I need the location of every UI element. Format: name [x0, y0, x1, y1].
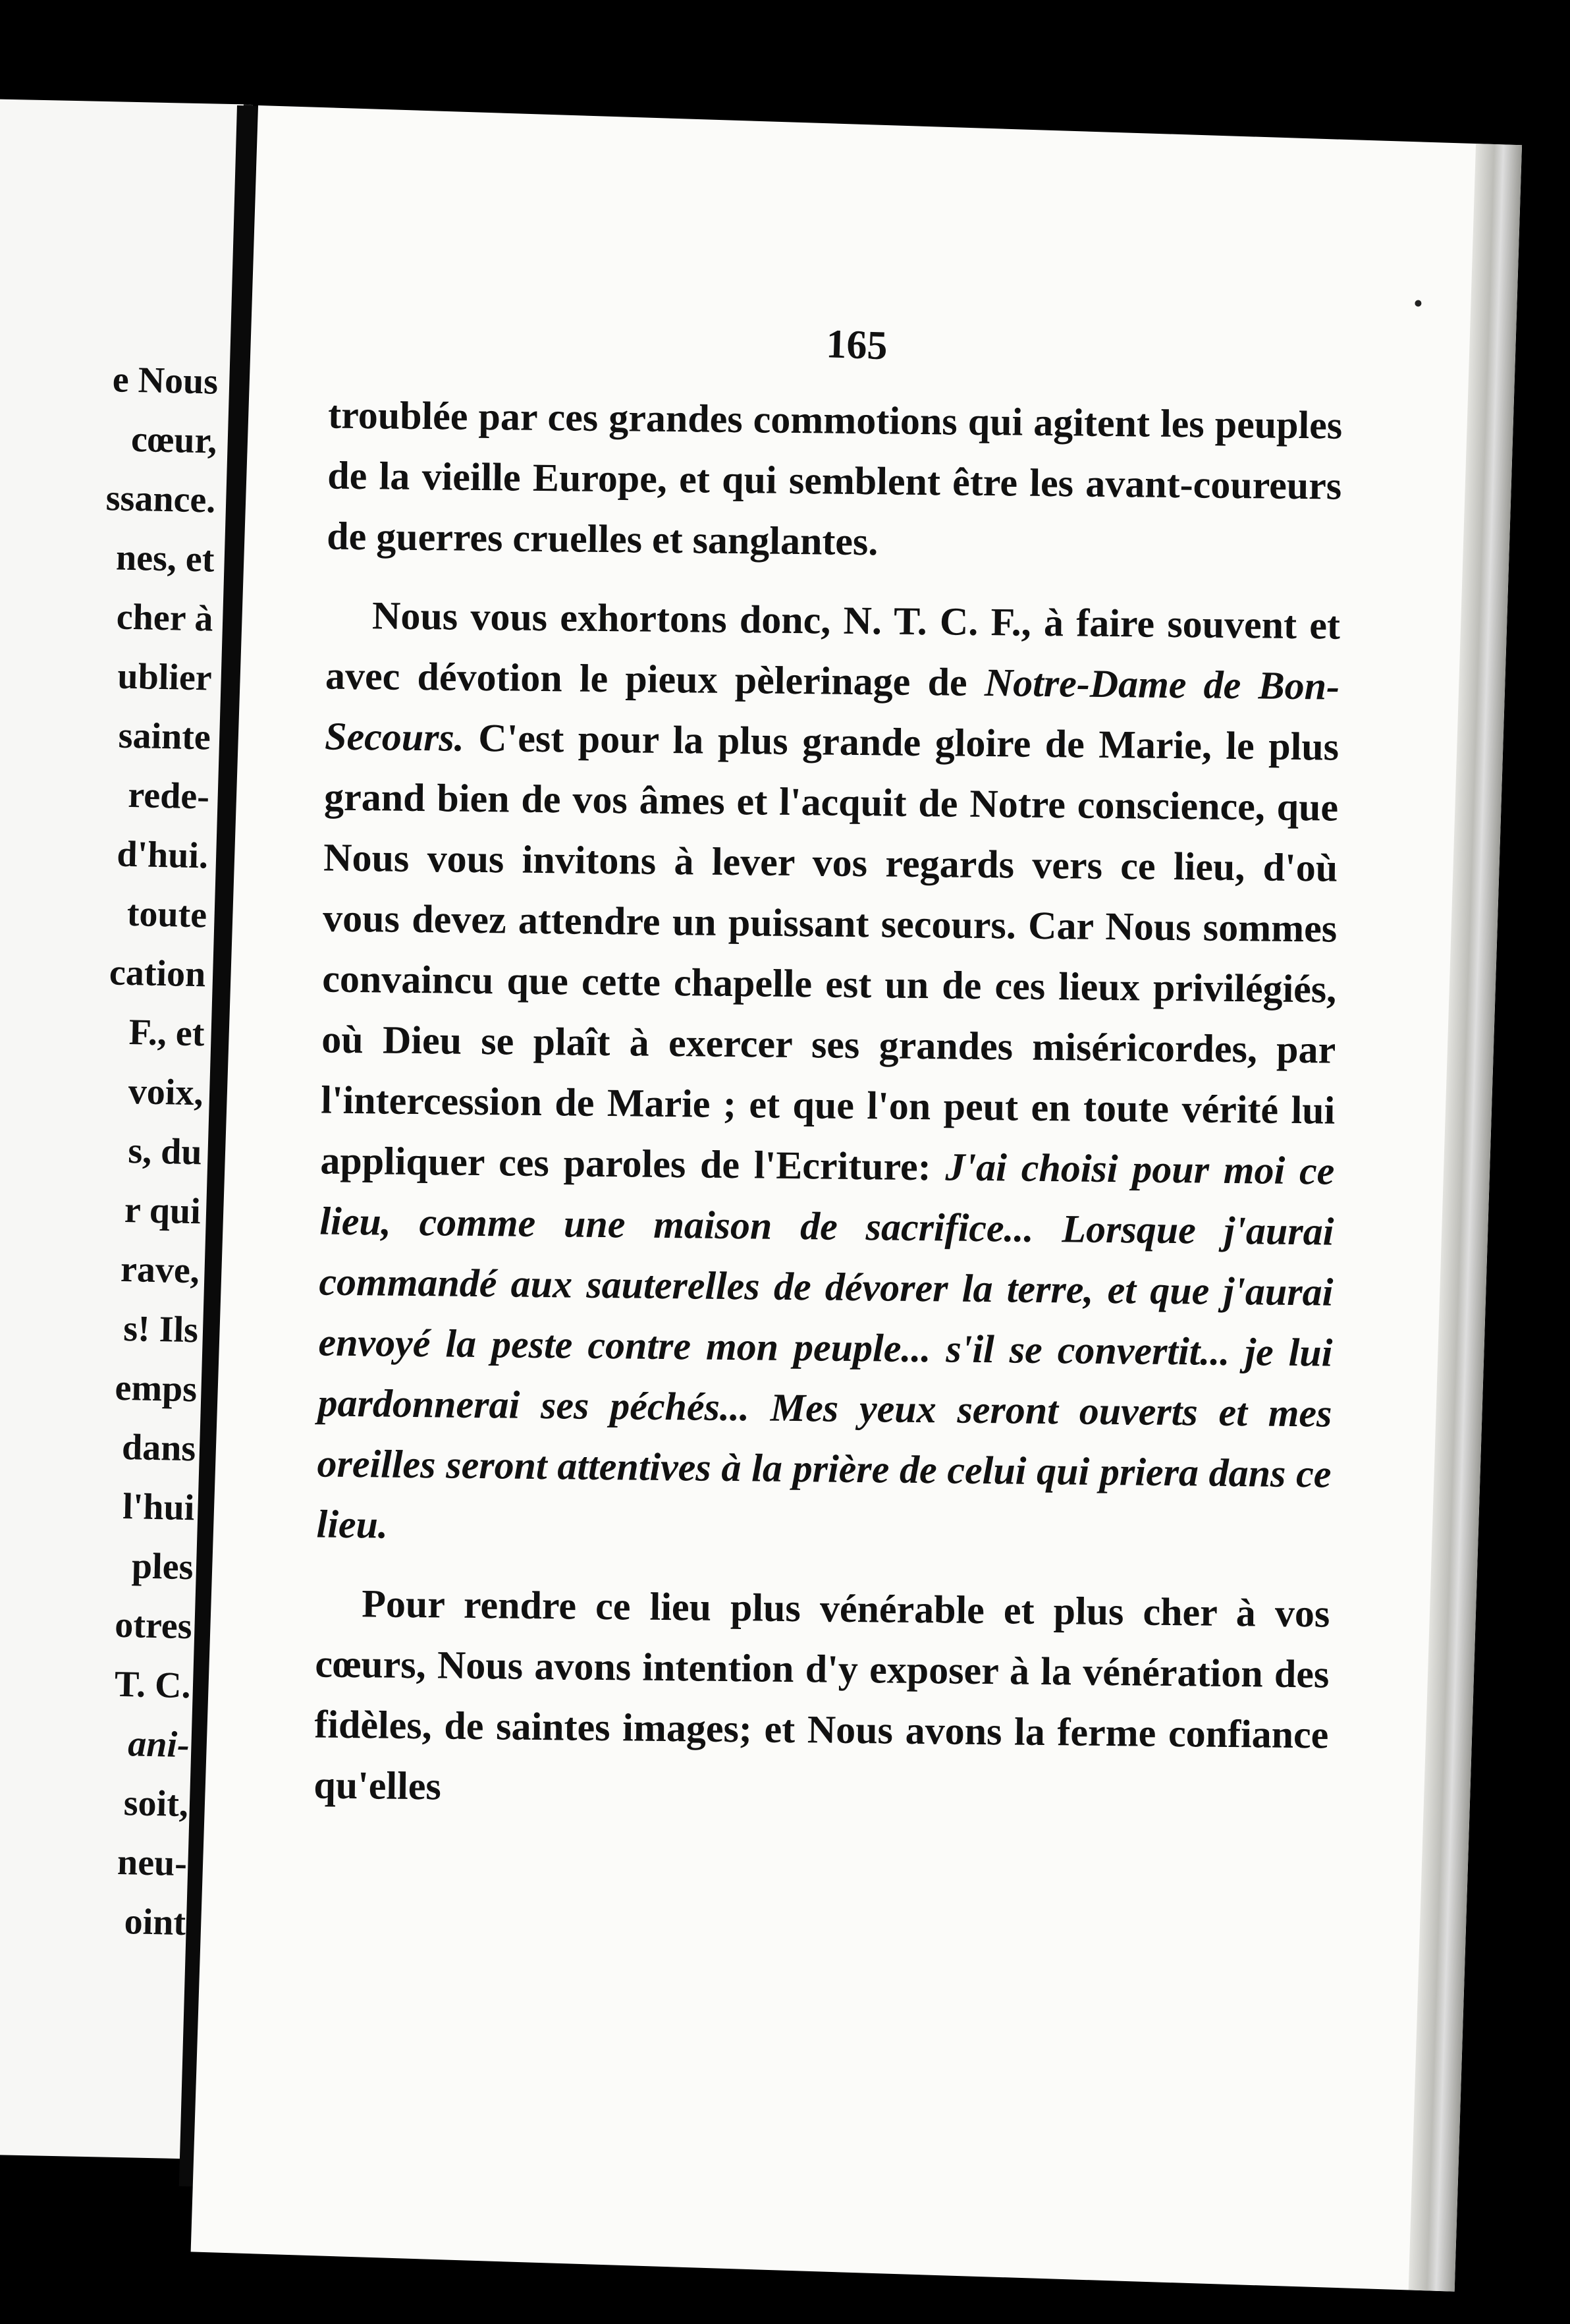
left-page-line: soit, [123, 1783, 189, 1825]
left-page-line: otres [114, 1604, 193, 1647]
left-page-line: neu- [117, 1841, 188, 1885]
left-page-line: rave, [120, 1248, 200, 1292]
left-page-line: sainte [118, 715, 211, 758]
right-page [191, 105, 1522, 2292]
ink-speck [1415, 300, 1421, 306]
left-page-line: cher à [116, 596, 214, 640]
left-page-line: oint [124, 1901, 186, 1944]
page-edge [1409, 144, 1522, 2292]
paragraph-1: troublée par ces grandes commotions qui agitent les peuples de la vieille Europe, et qui semblent être les avant-coureurs de guerres cruelles et sanglantes. [326, 393, 1343, 564]
left-page-line: cœur, [130, 418, 217, 462]
left-page-line: toute [126, 893, 207, 936]
text-block [313, 385, 1343, 1844]
left-page-line: l'hui [122, 1486, 195, 1529]
page-number: 165 [825, 321, 888, 369]
left-page-line: r qui [124, 1189, 202, 1232]
left-page-line: nes, et [115, 537, 215, 580]
left-page-line: cation [109, 952, 206, 995]
left-page-line: ani- [127, 1723, 190, 1766]
left-page-line: T. C. [114, 1663, 192, 1707]
left-page-line: e Nous [112, 359, 219, 402]
paragraph-2 [316, 585, 1340, 1565]
left-page-line: rede- [127, 774, 210, 817]
paragraph-2-text-b: C'est pour la plus grande gloire de Marie, le plus grand bien de vos âmes et l'acquit de Notre conscience, que Nous vous invitons à lever vos regards vers ce lieu, d'où vous devez attendre un puissant secours. Car Nous sommes convaincu que cette chapelle est un de ces lieux privilégiés, où Dieu se plaît à exercer ses grandes miséricordes, par l'intercession de Marie ; et que l'on peut en toute vérité lui appliquer ces paroles de l'Ecriture: [320, 715, 1340, 1189]
paragraph-3: Pour rendre ce lieu plus vénérable et plus cher à vos cœurs, Nous avons intention d'y exposer à la vénération des fidèles, de saintes images; et Nous avons la ferme confiance qu'elles [313, 1582, 1330, 1808]
paragraph-2-scripture-quote: J'ai choisi pour moi ce lieu, comme une maison de sacrifice... Lorsque j'aurai commandé aux sauterelles de dévorer la terre, et que j'aurai envoyé la peste contre mon peuple... s'il se convertit... je lui pardonnerai ses péchés... Mes yeux seront ouverts et mes oreilles seront attentives à la prière de celui qui priera dans ce lieu. [316, 1145, 1335, 1547]
left-page-line: s, du [127, 1130, 203, 1173]
left-page-line: d'hui. [116, 833, 209, 877]
left-page-line: s! Ils [122, 1308, 199, 1351]
left-page-line: emps [114, 1367, 198, 1410]
left-page-line: ples [131, 1545, 194, 1588]
left-page-line: dans [121, 1426, 196, 1470]
left-page-line: ublier [117, 655, 213, 699]
paragraph-2-italic-place: Notre-Dame de Bon-Secours. [324, 661, 1340, 760]
paragraph-2-text-a: Nous vous exhortons donc, N. T. C. F., à faire souvent et avec dévotion le pieux pèlerinage de [325, 594, 1341, 705]
left-page-line: voix, [128, 1071, 204, 1114]
left-page-line: ssance. [105, 478, 216, 521]
left-page-line: F., et [128, 1012, 205, 1055]
